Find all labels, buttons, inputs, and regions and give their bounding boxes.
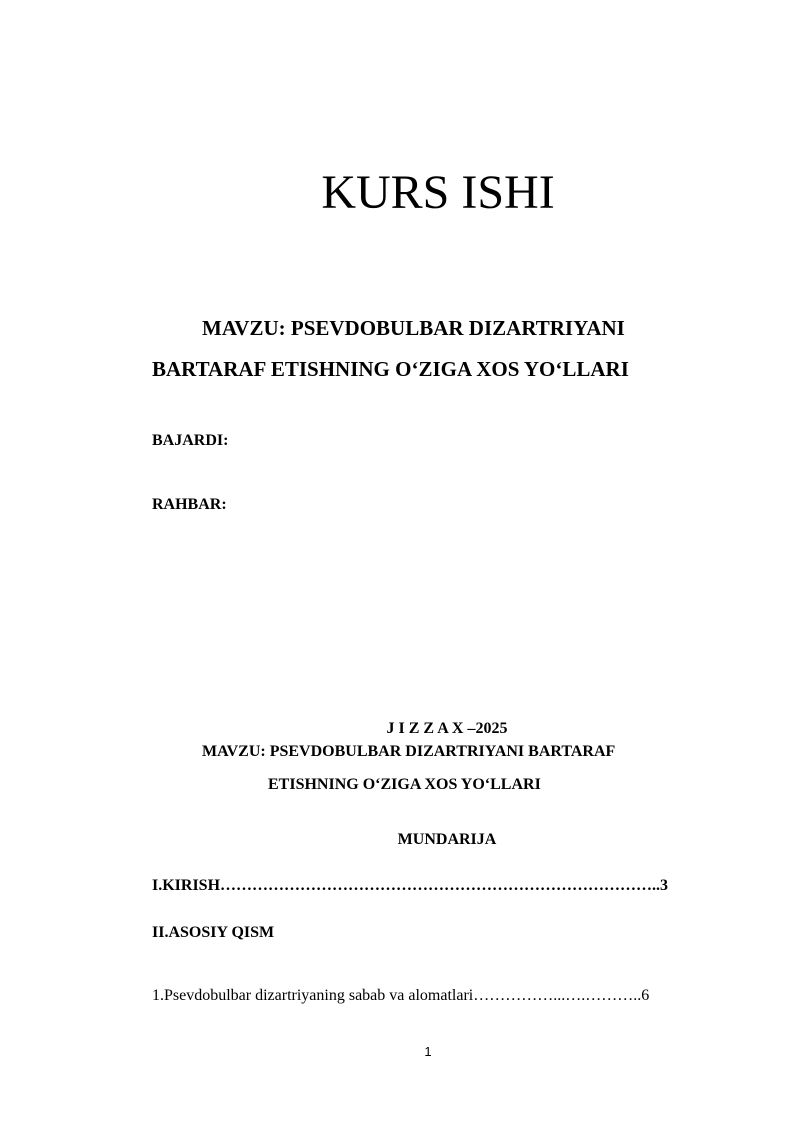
toc-entry-main-part: II.ASOSIY QISM <box>152 924 275 941</box>
toc-entry-introduction: I.KIRISH………………………………………………………………………..3 <box>152 877 669 894</box>
topic-line-1: MAVZU: PSEVDOBULBAR DIZARTRIYANI <box>202 316 625 340</box>
contents-topic-line-1: MAVZU: PSEVDOBULBAR DIZARTRIYANI BARTARAF <box>202 743 616 760</box>
city-year: J I Z Z A X –2025 <box>386 720 508 737</box>
contents-heading: MUNDARIJA <box>397 831 497 848</box>
topic-line-2: BARTARAF ETISHNING O‘ZIGA XOS YO‘LLARI <box>152 357 629 381</box>
document-title: KURS ISHI <box>321 166 555 219</box>
performer-label: BAJARDI: <box>152 432 229 449</box>
toc-entry-causes-symptoms: 1.Psevdobulbar dizartriyaning sabab va alomatlari……………...….………..6 <box>152 987 650 1004</box>
page-number: 1 <box>424 1044 432 1059</box>
supervisor-label: RAHBAR: <box>152 496 227 513</box>
contents-topic-line-2: ETISHNING O‘ZIGA XOS YO‘LLARI <box>268 776 541 793</box>
